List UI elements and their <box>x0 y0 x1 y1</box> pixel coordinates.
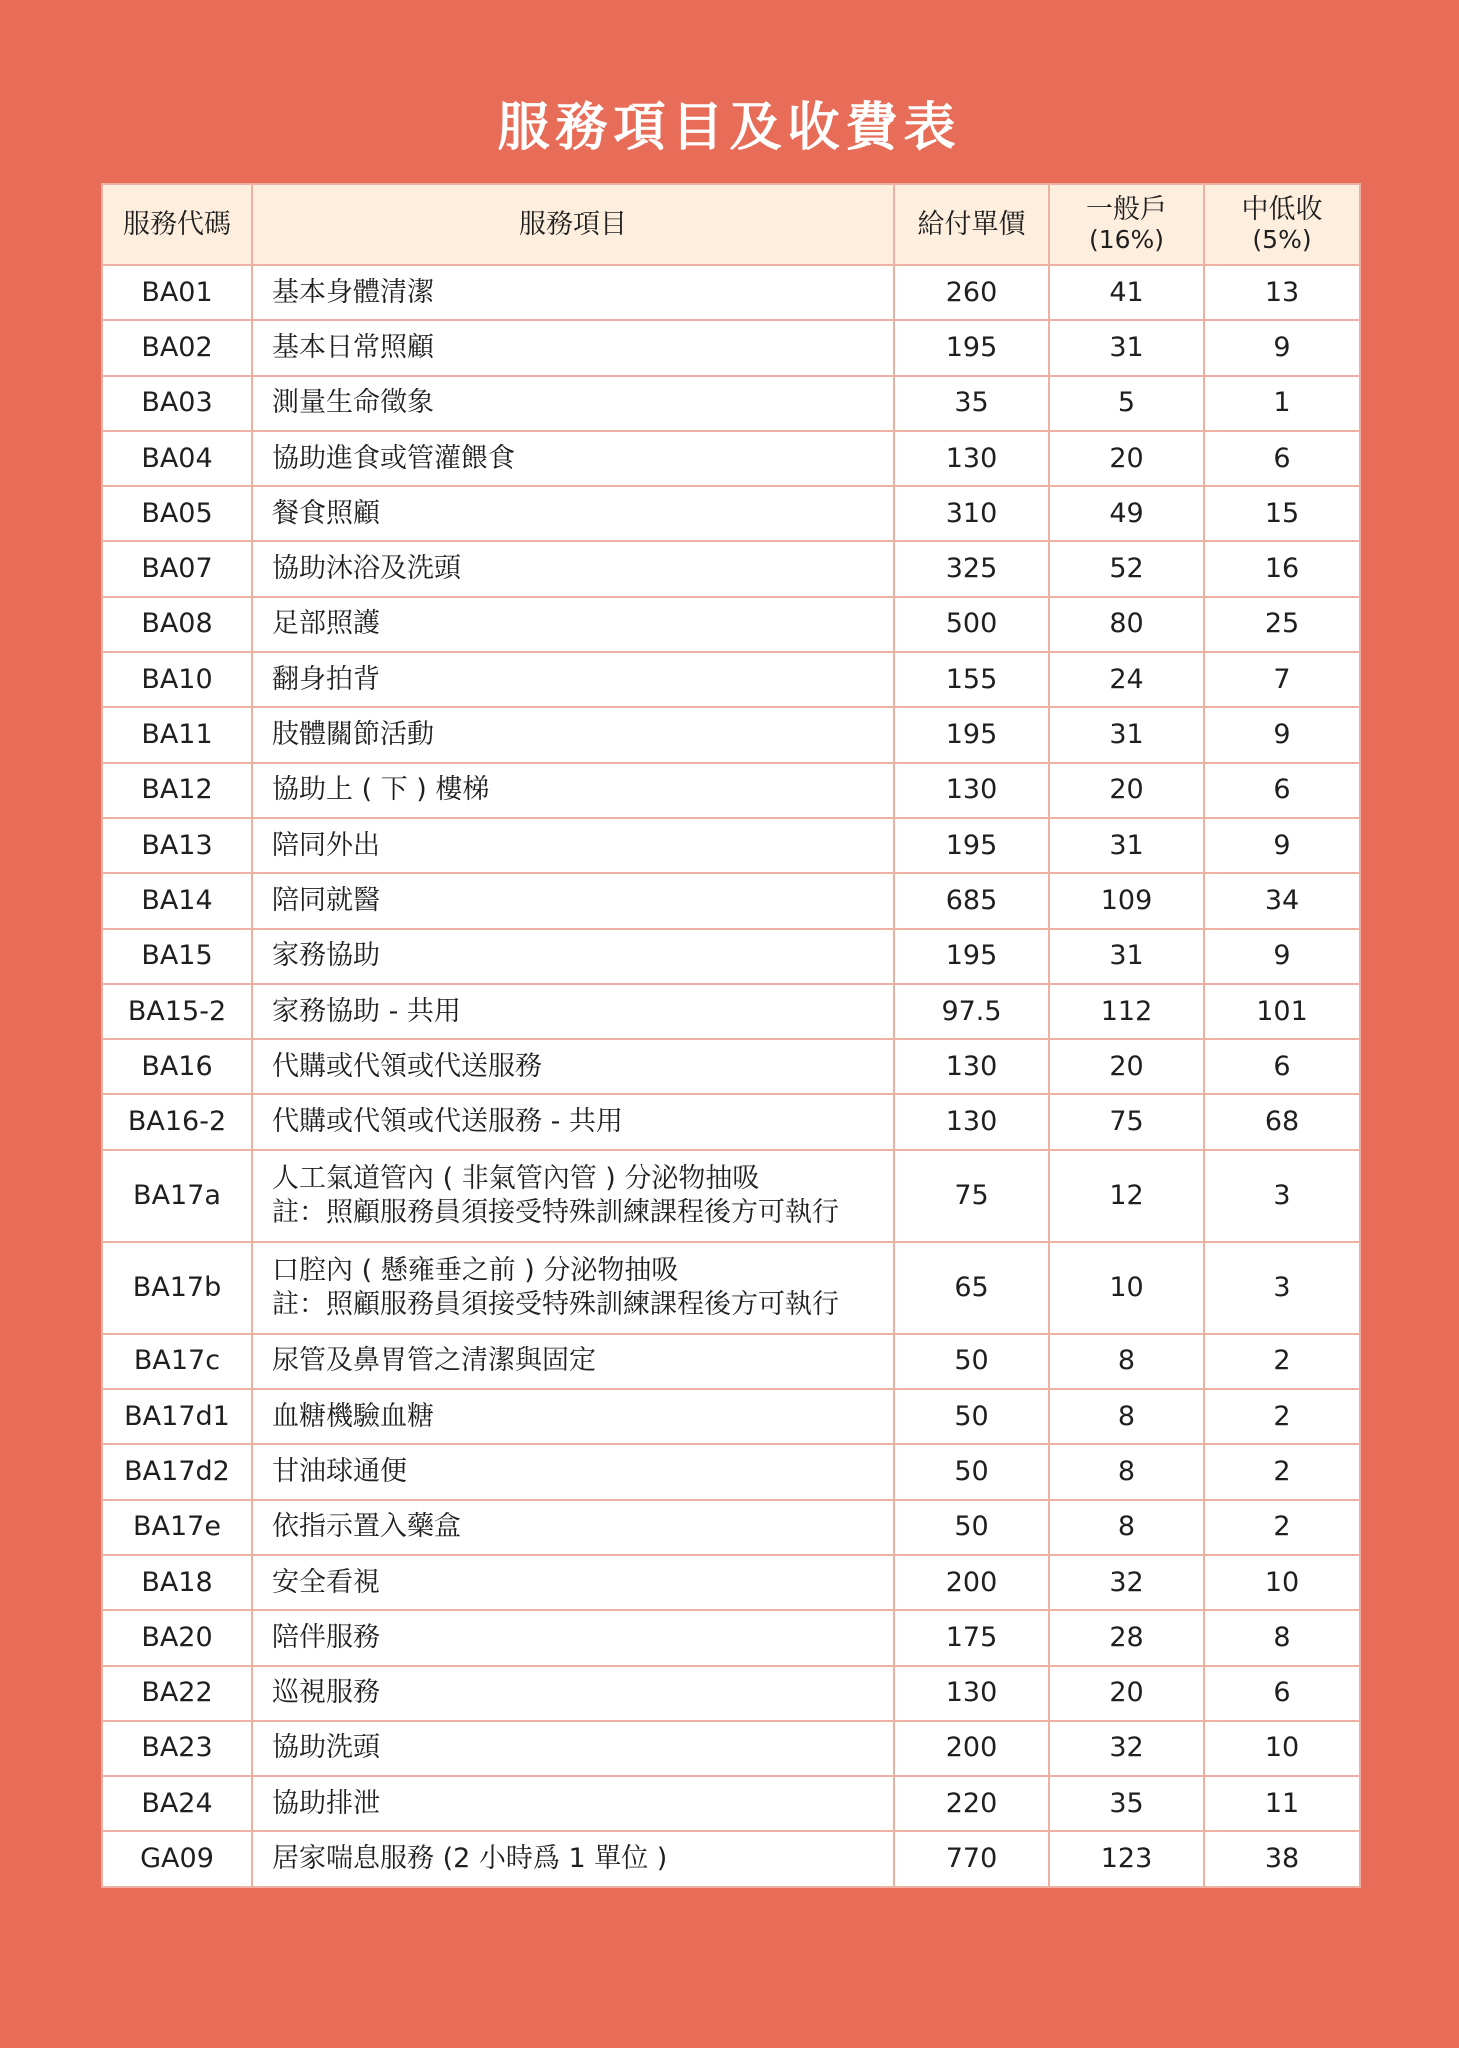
service-item-label: 肢體關節活動 <box>272 719 434 751</box>
low-income-copay: 15 <box>1204 486 1360 541</box>
low-income-copay: 9 <box>1204 818 1360 873</box>
service-item <box>252 984 894 1039</box>
service-code: BA17b <box>102 1242 252 1334</box>
service-item <box>252 486 894 541</box>
unit-price: 50 <box>894 1389 1049 1444</box>
unit-price: 195 <box>894 818 1049 873</box>
low-income-copay: 2 <box>1204 1389 1360 1444</box>
unit-price: 195 <box>894 929 1049 984</box>
header-item: 服務項目 <box>252 184 894 265</box>
unit-price: 35 <box>894 376 1049 431</box>
general-copay: 31 <box>1049 707 1204 762</box>
service-item <box>252 320 894 375</box>
general-copay: 8 <box>1049 1334 1204 1389</box>
service-code: BA15-2 <box>102 984 252 1039</box>
service-item <box>252 597 894 652</box>
unit-price: 130 <box>894 763 1049 818</box>
service-code: BA16 <box>102 1039 252 1094</box>
service-item-label: 足部照護 <box>272 608 380 640</box>
table-row <box>102 1150 1360 1242</box>
unit-price: 50 <box>894 1334 1049 1389</box>
page-title: 服務項目及收費表 <box>497 98 962 158</box>
service-code: BA17d1 <box>102 1389 252 1444</box>
service-item-label: 餐食照顧 <box>272 497 380 529</box>
unit-price: 770 <box>894 1831 1049 1886</box>
table-row <box>102 873 1360 928</box>
service-item-note: 註：照顧服務員須接受特殊訓練課程後方可執行 <box>272 1196 839 1228</box>
header-code: 服務代碼 <box>102 184 252 265</box>
table-row <box>102 486 1360 541</box>
general-copay: 8 <box>1049 1500 1204 1555</box>
service-item-label: 協助上 ( 下 ) 樓梯 <box>272 774 490 806</box>
service-code: BA24 <box>102 1776 252 1831</box>
header-row <box>102 184 1360 265</box>
service-item-label: 協助進食或管灌餵食 <box>272 442 515 474</box>
table-row <box>102 597 1360 652</box>
unit-price: 260 <box>894 265 1049 320</box>
service-item-label: 人工氣道管內 ( 非氣管內管 ) 分泌物抽吸 <box>272 1162 760 1194</box>
low-income-copay: 13 <box>1204 265 1360 320</box>
table-row <box>102 707 1360 762</box>
service-code: BA22 <box>102 1666 252 1721</box>
header-general-pct: (16%) <box>1088 224 1165 254</box>
table-row <box>102 1666 1360 1721</box>
general-copay: 10 <box>1049 1242 1204 1334</box>
low-income-copay: 11 <box>1204 1776 1360 1831</box>
service-code: BA10 <box>102 652 252 707</box>
general-copay: 75 <box>1049 1094 1204 1149</box>
service-code: BA16-2 <box>102 1094 252 1149</box>
low-income-copay: 34 <box>1204 873 1360 928</box>
service-item <box>252 1721 894 1776</box>
service-item-label: 代購或代領或代送服務 <box>272 1050 542 1082</box>
service-item <box>252 1444 894 1499</box>
unit-price: 200 <box>894 1555 1049 1610</box>
service-code: BA17a <box>102 1150 252 1242</box>
general-copay: 28 <box>1049 1610 1204 1665</box>
table-row <box>102 1500 1360 1555</box>
service-item <box>252 265 894 320</box>
unit-price: 65 <box>894 1242 1049 1334</box>
service-item-label: 巡視服務 <box>272 1677 380 1709</box>
low-income-copay: 9 <box>1204 707 1360 762</box>
low-income-copay: 6 <box>1204 1666 1360 1721</box>
service-item-label: 家務協助 <box>272 940 380 972</box>
service-code: BA04 <box>102 431 252 486</box>
general-copay: 123 <box>1049 1831 1204 1886</box>
service-item-note: 註：照顧服務員須接受特殊訓練課程後方可執行 <box>272 1288 839 1320</box>
unit-price: 685 <box>894 873 1049 928</box>
table-row <box>102 320 1360 375</box>
service-code: BA11 <box>102 707 252 762</box>
table-row <box>102 1039 1360 1094</box>
unit-price: 130 <box>894 1666 1049 1721</box>
header-general <box>1049 184 1204 265</box>
low-income-copay: 6 <box>1204 1039 1360 1094</box>
service-item-label: 基本身體清潔 <box>272 276 434 308</box>
header-low-income-label: 中低收 <box>1241 193 1323 225</box>
unit-price: 130 <box>894 1094 1049 1149</box>
general-copay: 32 <box>1049 1721 1204 1776</box>
service-item <box>252 1500 894 1555</box>
service-item-label: 依指示置入藥盒 <box>272 1511 461 1543</box>
unit-price: 500 <box>894 597 1049 652</box>
fee-table <box>101 183 1361 1888</box>
unit-price: 200 <box>894 1721 1049 1776</box>
service-code: BA18 <box>102 1555 252 1610</box>
general-copay: 41 <box>1049 265 1204 320</box>
service-code: BA02 <box>102 320 252 375</box>
low-income-copay: 38 <box>1204 1831 1360 1886</box>
service-code: BA15 <box>102 929 252 984</box>
general-copay: 20 <box>1049 431 1204 486</box>
service-item <box>252 1776 894 1831</box>
service-item-label: 協助沐浴及洗頭 <box>272 553 461 585</box>
low-income-copay: 16 <box>1204 541 1360 596</box>
header-low-income <box>1204 184 1360 265</box>
service-item-label: 家務協助 - 共用 <box>272 995 461 1027</box>
low-income-copay: 7 <box>1204 652 1360 707</box>
service-item-label: 協助洗頭 <box>272 1732 380 1764</box>
service-item <box>252 1389 894 1444</box>
low-income-copay: 9 <box>1204 929 1360 984</box>
low-income-copay: 2 <box>1204 1334 1360 1389</box>
low-income-copay: 101 <box>1204 984 1360 1039</box>
table-row <box>102 1831 1360 1886</box>
table-row <box>102 541 1360 596</box>
service-item <box>252 1831 894 1886</box>
table-row <box>102 376 1360 431</box>
service-code: BA17e <box>102 1500 252 1555</box>
service-item-label: 口腔內 ( 懸雍垂之前 ) 分泌物抽吸 <box>272 1254 679 1286</box>
service-item-label: 血糖機驗血糖 <box>272 1400 434 1432</box>
service-item <box>252 929 894 984</box>
low-income-copay: 68 <box>1204 1094 1360 1149</box>
table-header <box>102 184 1360 265</box>
unit-price: 175 <box>894 1610 1049 1665</box>
service-item-label: 居家喘息服務 (2 小時爲 1 單位 ) <box>272 1843 668 1875</box>
service-item-label: 基本日常照顧 <box>272 331 434 363</box>
service-item <box>252 1094 894 1149</box>
service-item-label: 安全看視 <box>272 1566 380 1598</box>
table-row <box>102 929 1360 984</box>
unit-price: 220 <box>894 1776 1049 1831</box>
header-price: 給付單價 <box>894 184 1049 265</box>
table-row <box>102 818 1360 873</box>
general-copay: 8 <box>1049 1444 1204 1499</box>
general-copay: 12 <box>1049 1150 1204 1242</box>
service-item <box>252 1334 894 1389</box>
low-income-copay: 8 <box>1204 1610 1360 1665</box>
general-copay: 5 <box>1049 376 1204 431</box>
service-item <box>252 763 894 818</box>
service-code: BA13 <box>102 818 252 873</box>
unit-price: 50 <box>894 1500 1049 1555</box>
service-item <box>252 818 894 873</box>
unit-price: 310 <box>894 486 1049 541</box>
service-code: GA09 <box>102 1831 252 1886</box>
service-item-label: 陪伴服務 <box>272 1621 380 1653</box>
service-item <box>252 1150 894 1242</box>
service-item-label: 代購或代領或代送服務 - 共用 <box>272 1106 623 1138</box>
unit-price: 97.5 <box>894 984 1049 1039</box>
table-row <box>102 1094 1360 1149</box>
service-item <box>252 873 894 928</box>
service-code: BA20 <box>102 1610 252 1665</box>
table-row <box>102 265 1360 320</box>
service-item-label: 協助排泄 <box>272 1787 380 1819</box>
low-income-copay: 3 <box>1204 1242 1360 1334</box>
service-code: BA08 <box>102 597 252 652</box>
low-income-copay: 25 <box>1204 597 1360 652</box>
general-copay: 20 <box>1049 763 1204 818</box>
service-item-label: 尿管及鼻胃管之清潔與固定 <box>272 1345 596 1377</box>
general-copay: 31 <box>1049 929 1204 984</box>
general-copay: 109 <box>1049 873 1204 928</box>
unit-price: 325 <box>894 541 1049 596</box>
table-body <box>102 265 1360 1887</box>
general-copay: 20 <box>1049 1666 1204 1721</box>
low-income-copay: 6 <box>1204 431 1360 486</box>
general-copay: 35 <box>1049 1776 1204 1831</box>
unit-price: 50 <box>894 1444 1049 1499</box>
general-copay: 24 <box>1049 652 1204 707</box>
service-item <box>252 431 894 486</box>
service-item <box>252 707 894 762</box>
service-code: BA14 <box>102 873 252 928</box>
service-code: BA03 <box>102 376 252 431</box>
service-item <box>252 1039 894 1094</box>
table-row <box>102 1610 1360 1665</box>
table-row <box>102 1555 1360 1610</box>
service-code: BA17c <box>102 1334 252 1389</box>
general-copay: 20 <box>1049 1039 1204 1094</box>
low-income-copay: 9 <box>1204 320 1360 375</box>
service-code: BA01 <box>102 265 252 320</box>
table-row <box>102 1776 1360 1831</box>
general-copay: 8 <box>1049 1389 1204 1444</box>
unit-price: 155 <box>894 652 1049 707</box>
low-income-copay: 6 <box>1204 763 1360 818</box>
table-row <box>102 1242 1360 1334</box>
service-item-label: 陪同外出 <box>272 829 380 861</box>
table-row <box>102 1389 1360 1444</box>
service-item <box>252 1555 894 1610</box>
service-item <box>252 1242 894 1334</box>
service-item <box>252 1610 894 1665</box>
low-income-copay: 2 <box>1204 1444 1360 1499</box>
low-income-copay: 3 <box>1204 1150 1360 1242</box>
unit-price: 195 <box>894 707 1049 762</box>
table-row <box>102 1444 1360 1499</box>
service-item-label: 翻身拍背 <box>272 663 380 695</box>
service-item <box>252 652 894 707</box>
service-code: BA12 <box>102 763 252 818</box>
general-copay: 32 <box>1049 1555 1204 1610</box>
table-row <box>102 763 1360 818</box>
table-row <box>102 431 1360 486</box>
header-low-income-pct: (5%) <box>1252 224 1312 254</box>
table-row <box>102 1721 1360 1776</box>
low-income-copay: 2 <box>1204 1500 1360 1555</box>
table-row <box>102 652 1360 707</box>
low-income-copay: 10 <box>1204 1721 1360 1776</box>
header-general-label: 一般戶 <box>1086 193 1167 225</box>
service-item-label: 甘油球通便 <box>272 1455 407 1487</box>
service-item-label: 陪同就醫 <box>272 884 380 916</box>
table-row <box>102 984 1360 1039</box>
general-copay: 31 <box>1049 818 1204 873</box>
general-copay: 49 <box>1049 486 1204 541</box>
general-copay: 80 <box>1049 597 1204 652</box>
service-code: BA07 <box>102 541 252 596</box>
low-income-copay: 10 <box>1204 1555 1360 1610</box>
general-copay: 112 <box>1049 984 1204 1039</box>
unit-price: 195 <box>894 320 1049 375</box>
general-copay: 31 <box>1049 320 1204 375</box>
service-code: BA05 <box>102 486 252 541</box>
service-item-label: 測量生命徵象 <box>272 387 434 419</box>
general-copay: 52 <box>1049 541 1204 596</box>
table-row <box>102 1334 1360 1389</box>
service-code: BA17d2 <box>102 1444 252 1499</box>
service-item <box>252 541 894 596</box>
service-item <box>252 376 894 431</box>
unit-price: 130 <box>894 431 1049 486</box>
low-income-copay: 1 <box>1204 376 1360 431</box>
unit-price: 130 <box>894 1039 1049 1094</box>
unit-price: 75 <box>894 1150 1049 1242</box>
service-item <box>252 1666 894 1721</box>
service-code: BA23 <box>102 1721 252 1776</box>
